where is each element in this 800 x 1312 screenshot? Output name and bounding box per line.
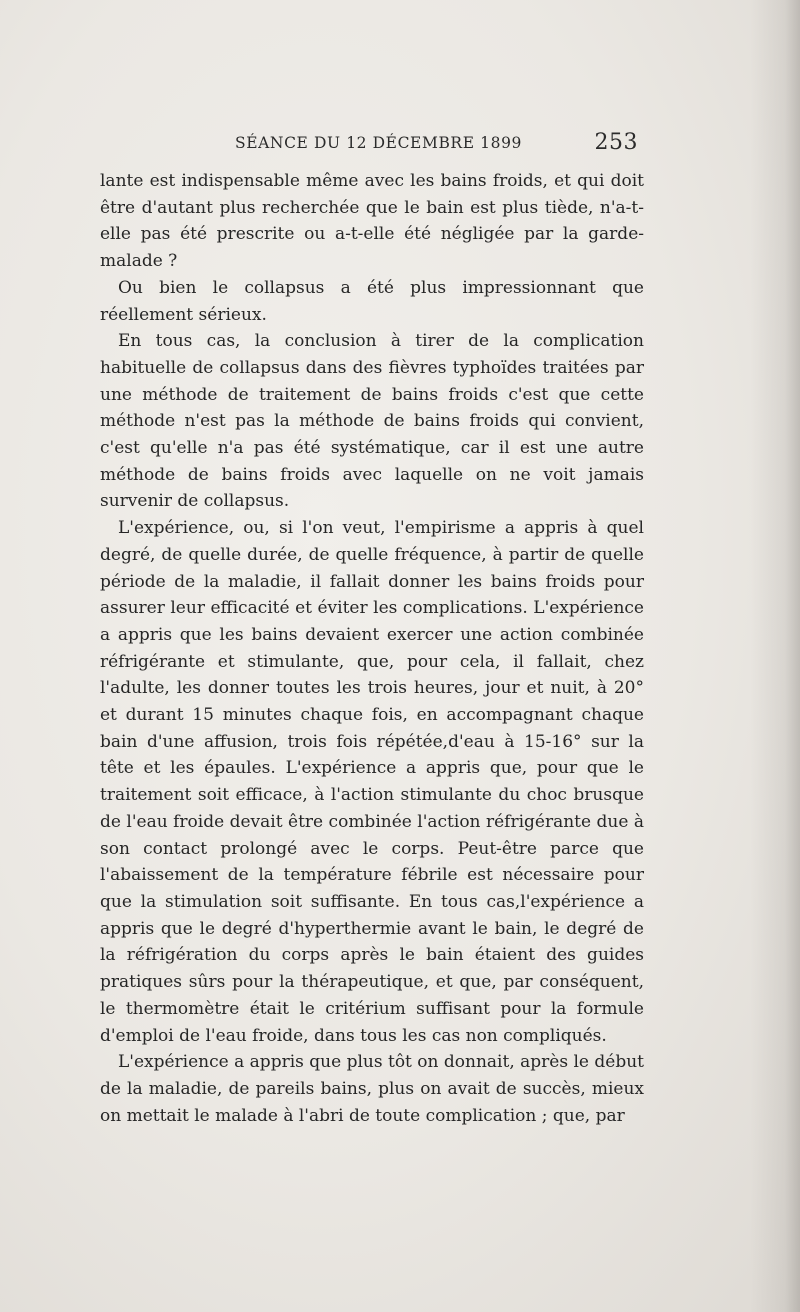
paragraph: En tous cas, la conclusion à tirer de la complication habituelle de collapsus dans des fièvres typhoïdes traitées par une méthode de traitement de bains froids c'est que cette méthode n'est pas la méthode de bains froids qui convient, c'est qu'elle n'a pas été systématique, car il est une autre méthode de bains froids avec laquelle on ne voit jamais survenir de collapsus. (100, 331, 644, 512)
page-number: 253 (594, 130, 638, 155)
page-header (100, 130, 642, 160)
page-edge-shadow (750, 0, 800, 1312)
running-head: SÉANCE DU 12 DÉCEMBRE 1899 (235, 134, 522, 152)
paragraph: L'expérience, ou, si l'on veut, l'empirisme a appris à quel degré, de quelle durée, de quelle fréquence, à partir de quelle période de la maladie, il fallait donner les bains froids pour assurer leur efficacité et éviter les complications. L'expérience a appris que les bains devaient exercer une action combinée réfrigérante et stimulante, que, pour cela, il fallait, chez l'adulte, les donner toutes les trois heures, jour et nuit, à 20° et durant 15 minutes chaque fois, en accompagnant chaque bain d'une affusion, trois fois répétée,d'eau à 15-16° sur la tête et les épaules. L'expérience a appris que, pour que le traitement soit efficace, à l'action stimulante du choc brusque de l'eau froide devait être combinée l'action réfrigérante due à son contact prolongé avec le corps. Peut-être parce que l'abaissement de la température fébrile est nécessaire pour que la stimulation soit suffisante. En tous cas,l'expérience a appris que le degré d'hyperthermie avant le bain, le degré de la réfrigération du corps après le bain étaient des guides pratiques sûrs pour la thérapeutique, et que, par conséquent, le thermomètre était le critérium suffisant pour la formule d'emploi de l'eau froide, dans tous les cas non compliqués. (100, 518, 644, 1046)
paragraph-continuation: lante est indispensable même avec les bains froids, et qui doit être d'autant plus recherchée que le bain est plus tiède, n'a-t-elle pas été prescrite ou a-t-elle été négligée par la garde-malade ? (100, 171, 644, 272)
paragraph: Ou bien le collapsus a été plus impressionnant que réellement sérieux. (100, 277, 644, 325)
body-text (100, 168, 644, 1129)
paragraph: L'expérience a appris que plus tôt on donnait, après le début de la maladie, de pareils bains, plus on avait de succès, mieux on mettait le malade à l'abri de toute complication ; que, par (100, 1052, 644, 1126)
